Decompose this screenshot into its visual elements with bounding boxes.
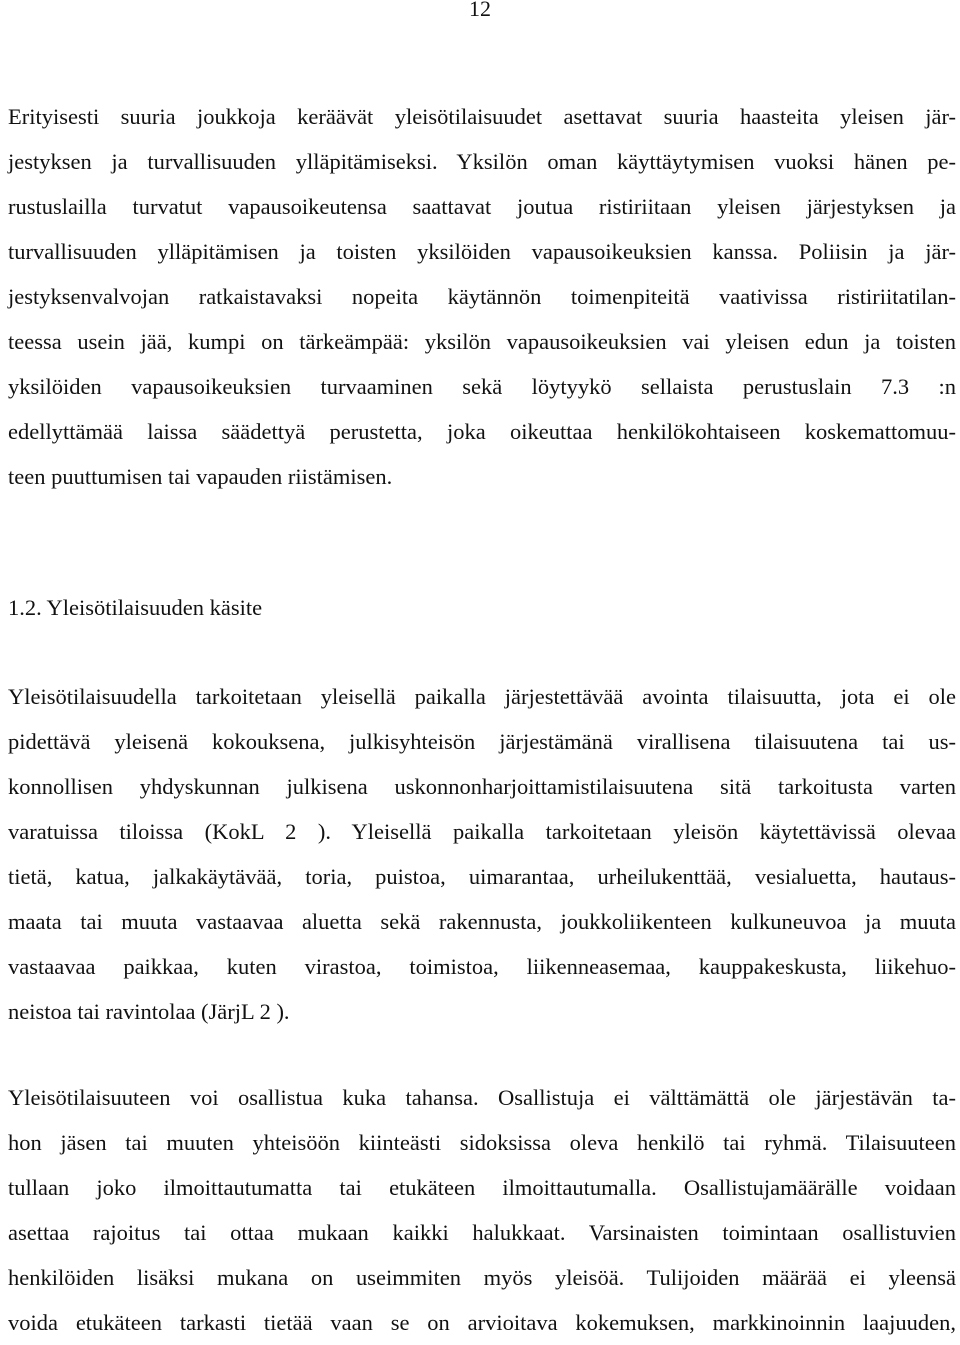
paragraph-line: Yleisötilaisuuteen voi osallistua kuka tahansa. Osallistuja ei välttämättä ole järjestävän ta- <box>8 1085 956 1110</box>
paragraph-line: edellyttämää laissa säädettyä perustetta, joka oikeuttaa henkilökohtaiseen koskemattomuu- <box>8 419 956 444</box>
paragraph-line: teessa usein jää, kumpi on tärkeämpää: yksilön vapausoikeuksien vai yleisen edun ja toisten <box>8 329 956 354</box>
paragraph-line: Yleisötilaisuudella tarkoitetaan yleisellä paikalla järjestettävää avointa tilaisuutta, jota ei ole <box>8 684 956 709</box>
paragraph-line: tietä, katua, jalkakäytävää, toria, puistoa, uimarantaa, urheilukenttää, vesialuetta, hautaus- <box>8 864 956 889</box>
paragraph-line: henkilöiden lisäksi mukana on useimmiten myös yleisöä. Tulijoiden määrää ei yleensä <box>8 1265 956 1290</box>
paragraph-2 <box>8 674 956 1034</box>
paragraph-line: voida etukäteen tarkasti tietää vaan se on arvioitava kokemuksen, markkinoinnin laajuuden, <box>8 1310 956 1335</box>
paragraph-line: jestyksenvalvojan ratkaistavaksi nopeita käytännön toimenpiteitä vaativissa ristiriitatilan- <box>8 284 956 309</box>
paragraph-line: tullaan joko ilmoittautumatta tai etukäteen ilmoittautumalla. Osallistujamäärälle voidaan <box>8 1175 956 1200</box>
paragraph-3 <box>8 1075 956 1345</box>
section-heading: 1.2. Yleisötilaisuuden käsite <box>8 595 263 620</box>
paragraph-line: pidettävä yleisenä kokouksena, julkisyhteisön järjestämänä virallisena tilaisuutena tai us- <box>8 729 956 754</box>
paragraph-line: neistoa tai ravintolaa (JärjL 2 ). <box>8 999 290 1024</box>
paragraph-line: yksilöiden vapausoikeuksien turvaaminen sekä löytyykö sellaista perustuslain 7.3 :n <box>8 374 956 399</box>
paragraph-line: jestyksen ja turvallisuuden ylläpitämiseksi. Yksilön oman käyttäytymisen vuoksi hänen pe- <box>8 149 956 174</box>
paragraph-line: vastaavaa paikkaa, kuten virastoa, toimistoa, liikenneasemaa, kauppakeskusta, liikehuo- <box>8 954 956 979</box>
paragraph-1 <box>8 94 956 499</box>
paragraph-line: varatuissa tiloissa (KokL 2 ). Yleisellä paikalla tarkoitetaan yleisön käytettävissä olevaa <box>8 819 956 844</box>
paragraph-line: Erityisesti suuria joukkoja keräävät yleisötilaisuudet asettavat suuria haasteita yleisen jär- <box>8 104 956 129</box>
page-number: 12 <box>469 0 491 21</box>
paragraph-line: teen puuttumisen tai vapauden riistämisen. <box>8 464 393 489</box>
paragraph-line: rustuslailla turvatut vapausoikeutensa saattavat joutua ristiriitaan yleisen järjestyksen ja <box>8 194 956 219</box>
paragraph-line: asettaa rajoitus tai ottaa mukaan kaikki halukkaat. Varsinaisten toimintaan osallistuvien <box>8 1220 956 1245</box>
paragraph-line: maata tai muuta vastaavaa aluetta sekä rakennusta, joukkoliikenteen kulkuneuvoa ja muuta <box>8 909 956 934</box>
paragraph-line: hon jäsen tai muuten yhteisöön kiinteästi sidoksissa oleva henkilö tai ryhmä. Tilaisuuteen <box>8 1130 956 1155</box>
paragraph-line: konnollisen yhdyskunnan julkisena uskonnonharjoittamistilaisuutena sitä tarkoitusta varten <box>8 774 956 799</box>
paragraph-line: turvallisuuden ylläpitämisen ja toisten yksilöiden vapausoikeuksien kanssa. Poliisin ja jär- <box>8 239 956 264</box>
